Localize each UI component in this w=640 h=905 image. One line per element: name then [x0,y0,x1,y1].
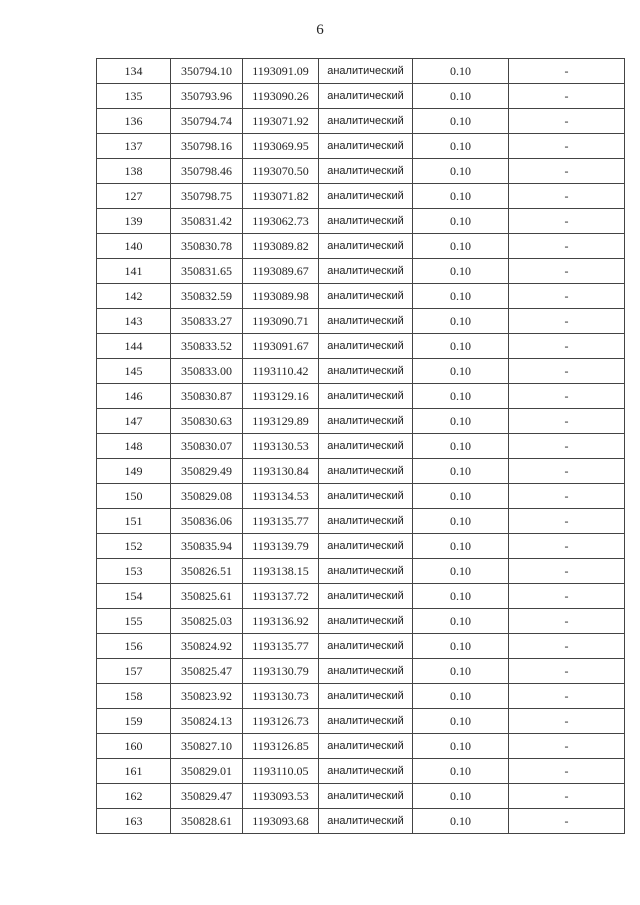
table-row [97,509,625,534]
point-number-cell: 159 [97,709,171,734]
y-coordinate-cell: 1193135.77 [243,509,319,534]
method-cell: аналитический [319,209,413,234]
point-number-cell: 127 [97,184,171,209]
method-cell: аналитический [319,359,413,384]
table-row [97,434,625,459]
x-coordinate-cell: 350824.13 [171,709,243,734]
accuracy-cell: 0.10 [413,59,509,84]
note-cell: - [509,809,625,834]
table-row [97,409,625,434]
x-coordinate-cell: 350829.47 [171,784,243,809]
point-number-cell: 150 [97,484,171,509]
y-coordinate-cell: 1193091.67 [243,334,319,359]
table-row [97,459,625,484]
coordinates-table-body [97,59,625,834]
x-coordinate-cell: 350825.47 [171,659,243,684]
x-coordinate-cell: 350827.10 [171,734,243,759]
accuracy-cell: 0.10 [413,184,509,209]
x-coordinate-cell: 350798.46 [171,159,243,184]
x-coordinate-cell: 350830.87 [171,384,243,409]
accuracy-cell: 0.10 [413,359,509,384]
method-cell: аналитический [319,234,413,259]
point-number-cell: 146 [97,384,171,409]
point-number-cell: 138 [97,159,171,184]
accuracy-cell: 0.10 [413,659,509,684]
y-coordinate-cell: 1193071.92 [243,109,319,134]
point-number-cell: 137 [97,134,171,159]
y-coordinate-cell: 1193089.82 [243,234,319,259]
x-coordinate-cell: 350824.92 [171,634,243,659]
table-row [97,709,625,734]
y-coordinate-cell: 1193126.85 [243,734,319,759]
note-cell: - [509,59,625,84]
table-row [97,684,625,709]
y-coordinate-cell: 1193093.53 [243,784,319,809]
y-coordinate-cell: 1193134.53 [243,484,319,509]
table-row [97,309,625,334]
y-coordinate-cell: 1193129.16 [243,384,319,409]
accuracy-cell: 0.10 [413,459,509,484]
point-number-cell: 149 [97,459,171,484]
method-cell: аналитический [319,534,413,559]
point-number-cell: 148 [97,434,171,459]
accuracy-cell: 0.10 [413,584,509,609]
accuracy-cell: 0.10 [413,334,509,359]
x-coordinate-cell: 350829.01 [171,759,243,784]
method-cell: аналитический [319,59,413,84]
y-coordinate-cell: 1193062.73 [243,209,319,234]
accuracy-cell: 0.10 [413,684,509,709]
table-row [97,759,625,784]
point-number-cell: 153 [97,559,171,584]
x-coordinate-cell: 350833.27 [171,309,243,334]
note-cell: - [509,584,625,609]
x-coordinate-cell: 350798.16 [171,134,243,159]
accuracy-cell: 0.10 [413,384,509,409]
x-coordinate-cell: 350823.92 [171,684,243,709]
point-number-cell: 154 [97,584,171,609]
point-number-cell: 143 [97,309,171,334]
y-coordinate-cell: 1193091.09 [243,59,319,84]
table-row [97,734,625,759]
y-coordinate-cell: 1193139.79 [243,534,319,559]
table-row [97,134,625,159]
point-number-cell: 162 [97,784,171,809]
accuracy-cell: 0.10 [413,159,509,184]
x-coordinate-cell: 350794.10 [171,59,243,84]
method-cell: аналитический [319,409,413,434]
method-cell: аналитический [319,109,413,134]
method-cell: аналитический [319,84,413,109]
point-number-cell: 152 [97,534,171,559]
coordinates-table [96,58,625,834]
accuracy-cell: 0.10 [413,209,509,234]
point-number-cell: 144 [97,334,171,359]
y-coordinate-cell: 1193071.82 [243,184,319,209]
point-number-cell: 134 [97,59,171,84]
point-number-cell: 163 [97,809,171,834]
method-cell: аналитический [319,434,413,459]
note-cell: - [509,634,625,659]
table-row [97,109,625,134]
note-cell: - [509,434,625,459]
table-row [97,159,625,184]
point-number-cell: 156 [97,634,171,659]
point-number-cell: 135 [97,84,171,109]
accuracy-cell: 0.10 [413,259,509,284]
accuracy-cell: 0.10 [413,609,509,634]
method-cell: аналитический [319,484,413,509]
y-coordinate-cell: 1193136.92 [243,609,319,634]
point-number-cell: 141 [97,259,171,284]
y-coordinate-cell: 1193070.50 [243,159,319,184]
x-coordinate-cell: 350830.78 [171,234,243,259]
x-coordinate-cell: 350831.42 [171,209,243,234]
table-row [97,634,625,659]
point-number-cell: 139 [97,209,171,234]
y-coordinate-cell: 1193130.53 [243,434,319,459]
note-cell: - [509,484,625,509]
table-row [97,84,625,109]
table-row [97,359,625,384]
y-coordinate-cell: 1193138.15 [243,559,319,584]
note-cell: - [509,759,625,784]
y-coordinate-cell: 1193089.67 [243,259,319,284]
accuracy-cell: 0.10 [413,484,509,509]
y-coordinate-cell: 1193069.95 [243,134,319,159]
note-cell: - [509,284,625,309]
table-row [97,259,625,284]
method-cell: аналитический [319,284,413,309]
table-row [97,784,625,809]
method-cell: аналитический [319,709,413,734]
method-cell: аналитический [319,559,413,584]
table-row [97,59,625,84]
note-cell: - [509,334,625,359]
y-coordinate-cell: 1193090.26 [243,84,319,109]
table-row [97,184,625,209]
note-cell: - [509,684,625,709]
accuracy-cell: 0.10 [413,309,509,334]
note-cell: - [509,84,625,109]
x-coordinate-cell: 350826.51 [171,559,243,584]
point-number-cell: 158 [97,684,171,709]
x-coordinate-cell: 350793.96 [171,84,243,109]
x-coordinate-cell: 350833.00 [171,359,243,384]
note-cell: - [509,534,625,559]
y-coordinate-cell: 1193126.73 [243,709,319,734]
note-cell: - [509,709,625,734]
note-cell: - [509,184,625,209]
y-coordinate-cell: 1193130.73 [243,684,319,709]
accuracy-cell: 0.10 [413,409,509,434]
table-row [97,284,625,309]
method-cell: аналитический [319,309,413,334]
x-coordinate-cell: 350830.63 [171,409,243,434]
table-row [97,609,625,634]
note-cell: - [509,459,625,484]
x-coordinate-cell: 350835.94 [171,534,243,559]
point-number-cell: 157 [97,659,171,684]
note-cell: - [509,409,625,434]
table-row [97,809,625,834]
accuracy-cell: 0.10 [413,434,509,459]
accuracy-cell: 0.10 [413,709,509,734]
table-row [97,209,625,234]
point-number-cell: 140 [97,234,171,259]
x-coordinate-cell: 350825.61 [171,584,243,609]
x-coordinate-cell: 350825.03 [171,609,243,634]
method-cell: аналитический [319,784,413,809]
note-cell: - [509,134,625,159]
x-coordinate-cell: 350836.06 [171,509,243,534]
x-coordinate-cell: 350832.59 [171,284,243,309]
table-row [97,384,625,409]
point-number-cell: 161 [97,759,171,784]
accuracy-cell: 0.10 [413,809,509,834]
method-cell: аналитический [319,159,413,184]
note-cell: - [509,234,625,259]
accuracy-cell: 0.10 [413,784,509,809]
x-coordinate-cell: 350831.65 [171,259,243,284]
accuracy-cell: 0.10 [413,134,509,159]
method-cell: аналитический [319,734,413,759]
note-cell: - [509,159,625,184]
point-number-cell: 160 [97,734,171,759]
y-coordinate-cell: 1193089.98 [243,284,319,309]
table-row [97,234,625,259]
table-row [97,534,625,559]
note-cell: - [509,559,625,584]
method-cell: аналитический [319,809,413,834]
y-coordinate-cell: 1193129.89 [243,409,319,434]
method-cell: аналитический [319,659,413,684]
method-cell: аналитический [319,184,413,209]
accuracy-cell: 0.10 [413,509,509,534]
method-cell: аналитический [319,684,413,709]
x-coordinate-cell: 350828.61 [171,809,243,834]
point-number-cell: 155 [97,609,171,634]
x-coordinate-cell: 350798.75 [171,184,243,209]
note-cell: - [509,659,625,684]
note-cell: - [509,509,625,534]
method-cell: аналитический [319,759,413,784]
note-cell: - [509,209,625,234]
note-cell: - [509,734,625,759]
method-cell: аналитический [319,609,413,634]
method-cell: аналитический [319,334,413,359]
accuracy-cell: 0.10 [413,759,509,784]
method-cell: аналитический [319,584,413,609]
method-cell: аналитический [319,384,413,409]
note-cell: - [509,359,625,384]
note-cell: - [509,259,625,284]
y-coordinate-cell: 1193110.42 [243,359,319,384]
y-coordinate-cell: 1193130.79 [243,659,319,684]
x-coordinate-cell: 350829.08 [171,484,243,509]
point-number-cell: 142 [97,284,171,309]
y-coordinate-cell: 1193130.84 [243,459,319,484]
accuracy-cell: 0.10 [413,559,509,584]
x-coordinate-cell: 350829.49 [171,459,243,484]
note-cell: - [509,609,625,634]
accuracy-cell: 0.10 [413,534,509,559]
page-number: 6 [316,22,324,38]
y-coordinate-cell: 1193137.72 [243,584,319,609]
point-number-cell: 147 [97,409,171,434]
y-coordinate-cell: 1193093.68 [243,809,319,834]
note-cell: - [509,384,625,409]
accuracy-cell: 0.10 [413,284,509,309]
accuracy-cell: 0.10 [413,109,509,134]
note-cell: - [509,784,625,809]
y-coordinate-cell: 1193110.05 [243,759,319,784]
table-row [97,584,625,609]
point-number-cell: 151 [97,509,171,534]
method-cell: аналитический [319,634,413,659]
table-row [97,484,625,509]
accuracy-cell: 0.10 [413,84,509,109]
accuracy-cell: 0.10 [413,634,509,659]
x-coordinate-cell: 350794.74 [171,109,243,134]
accuracy-cell: 0.10 [413,234,509,259]
method-cell: аналитический [319,459,413,484]
method-cell: аналитический [319,509,413,534]
note-cell: - [509,109,625,134]
y-coordinate-cell: 1193090.71 [243,309,319,334]
x-coordinate-cell: 350833.52 [171,334,243,359]
x-coordinate-cell: 350830.07 [171,434,243,459]
table-row [97,334,625,359]
table-row [97,659,625,684]
accuracy-cell: 0.10 [413,734,509,759]
method-cell: аналитический [319,259,413,284]
note-cell: - [509,309,625,334]
y-coordinate-cell: 1193135.77 [243,634,319,659]
method-cell: аналитический [319,134,413,159]
point-number-cell: 145 [97,359,171,384]
point-number-cell: 136 [97,109,171,134]
table-row [97,559,625,584]
